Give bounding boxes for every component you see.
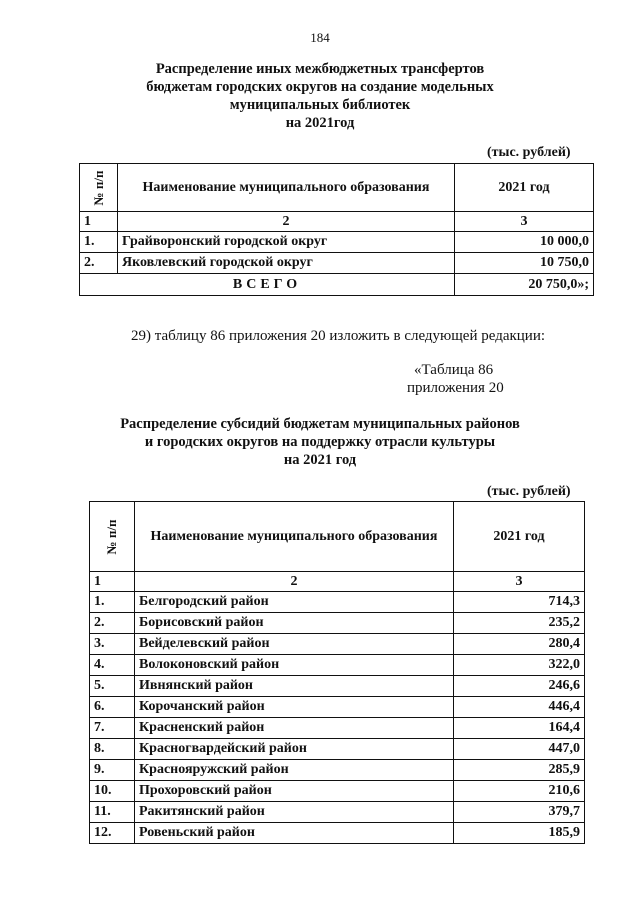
table-total-row xyxy=(80,274,594,296)
col-number: 3 xyxy=(454,572,585,592)
table-row xyxy=(90,802,585,823)
row-name: Волоконовский район xyxy=(135,655,454,676)
table-ref-line2: приложения 20 xyxy=(407,380,504,396)
section2-title xyxy=(60,415,580,469)
row-name: Белгородский район xyxy=(135,592,454,613)
row-name: Яковлевский городской округ xyxy=(118,253,455,274)
row-num: 1. xyxy=(90,592,135,613)
row-name: Борисовский район xyxy=(135,613,454,634)
row-num: 8. xyxy=(90,739,135,760)
section1-title-line: на 2021год xyxy=(285,115,355,131)
row-value: 164,4 xyxy=(454,718,585,739)
row-name: Красногвардейский район xyxy=(135,739,454,760)
row-num: 4. xyxy=(90,655,135,676)
row-value: 714,3 xyxy=(454,592,585,613)
row-num: 7. xyxy=(90,718,135,739)
section1-title xyxy=(60,60,580,132)
row-name: Вейделевский район xyxy=(135,634,454,655)
table-row xyxy=(90,718,585,739)
row-num: 12. xyxy=(90,823,135,844)
instruction-text: 29) таблицу 86 приложения 20 изложить в следующей редакции: xyxy=(131,328,546,344)
table-col-numbers-row xyxy=(80,212,594,232)
header-year: 2021 год xyxy=(454,502,585,572)
table-ref-line1: «Таблица 86 xyxy=(414,362,494,378)
row-name: Ивнянский район xyxy=(135,676,454,697)
table-row xyxy=(90,823,585,844)
row-num: 5. xyxy=(90,676,135,697)
header-year: 2021 год xyxy=(455,164,594,212)
row-num: 1. xyxy=(80,232,118,253)
row-value: 280,4 xyxy=(454,634,585,655)
table-row xyxy=(90,592,585,613)
row-name: Красненский район xyxy=(135,718,454,739)
row-name: Прохоровский район xyxy=(135,781,454,802)
row-num: 2. xyxy=(90,613,135,634)
row-num: 2. xyxy=(80,253,118,274)
section1-title-line: бюджетам городских округов на создание модельных xyxy=(146,79,494,95)
table-row xyxy=(90,739,585,760)
section1-title-line: муниципальных библиотек xyxy=(229,97,411,113)
col-number: 2 xyxy=(118,212,455,232)
table-row xyxy=(90,613,585,634)
header-num xyxy=(90,502,135,572)
header-num xyxy=(80,164,118,212)
section2-title-line: на 2021 год xyxy=(283,452,357,468)
row-value: 185,9 xyxy=(454,823,585,844)
table-row xyxy=(90,697,585,718)
row-value: 10 750,0 xyxy=(455,253,594,274)
row-num: 9. xyxy=(90,760,135,781)
table-row xyxy=(80,253,594,274)
row-value: 446,4 xyxy=(454,697,585,718)
col-number: 2 xyxy=(135,572,454,592)
header-num-label: № п/п xyxy=(90,170,106,205)
header-name: Наименование муниципального образования xyxy=(135,502,454,572)
header-num-label: № п/п xyxy=(104,519,119,554)
section1-table xyxy=(79,163,594,296)
row-name: Ракитянский район xyxy=(135,802,454,823)
row-value: 235,2 xyxy=(454,613,585,634)
table-row xyxy=(90,634,585,655)
page-number: 184 xyxy=(310,30,330,45)
section2-title-line: и городских округов на поддержку отрасли культуры xyxy=(144,434,496,450)
total-label: ВСЕГО xyxy=(232,276,302,292)
row-num: 11. xyxy=(90,802,135,823)
table-row xyxy=(90,760,585,781)
total-value: 20 750,0»; xyxy=(455,274,594,296)
row-num: 3. xyxy=(90,634,135,655)
section2-table xyxy=(89,501,585,844)
col-number: 1 xyxy=(80,212,118,232)
table-header-row xyxy=(90,502,585,572)
table-row xyxy=(90,655,585,676)
table-row xyxy=(90,781,585,802)
section1-unit: (тыс. рублей) xyxy=(487,145,571,160)
col-number: 1 xyxy=(90,572,135,592)
row-num: 6. xyxy=(90,697,135,718)
section2-unit: (тыс. рублей) xyxy=(487,484,571,499)
row-value: 379,7 xyxy=(454,802,585,823)
header-name: Наименование муниципального образования xyxy=(118,164,455,212)
row-name: Грайворонский городской округ xyxy=(118,232,455,253)
table-row xyxy=(80,232,594,253)
row-value: 285,9 xyxy=(454,760,585,781)
row-value: 447,0 xyxy=(454,739,585,760)
row-name: Краснояружский район xyxy=(135,760,454,781)
col-number: 3 xyxy=(455,212,594,232)
row-value: 10 000,0 xyxy=(455,232,594,253)
table-col-numbers-row xyxy=(90,572,585,592)
row-name: Корочанский район xyxy=(135,697,454,718)
row-value: 210,6 xyxy=(454,781,585,802)
row-value: 322,0 xyxy=(454,655,585,676)
section2-title-line: Распределение субсидий бюджетам муниципальных районов xyxy=(120,416,520,432)
table-header-row xyxy=(80,164,594,212)
table-row xyxy=(90,676,585,697)
row-num: 10. xyxy=(90,781,135,802)
row-value: 246,6 xyxy=(454,676,585,697)
total-label-cell xyxy=(80,274,455,296)
section1-title-line: Распределение иных межбюджетных трансфертов xyxy=(155,61,485,77)
row-name: Ровеньский район xyxy=(135,823,454,844)
